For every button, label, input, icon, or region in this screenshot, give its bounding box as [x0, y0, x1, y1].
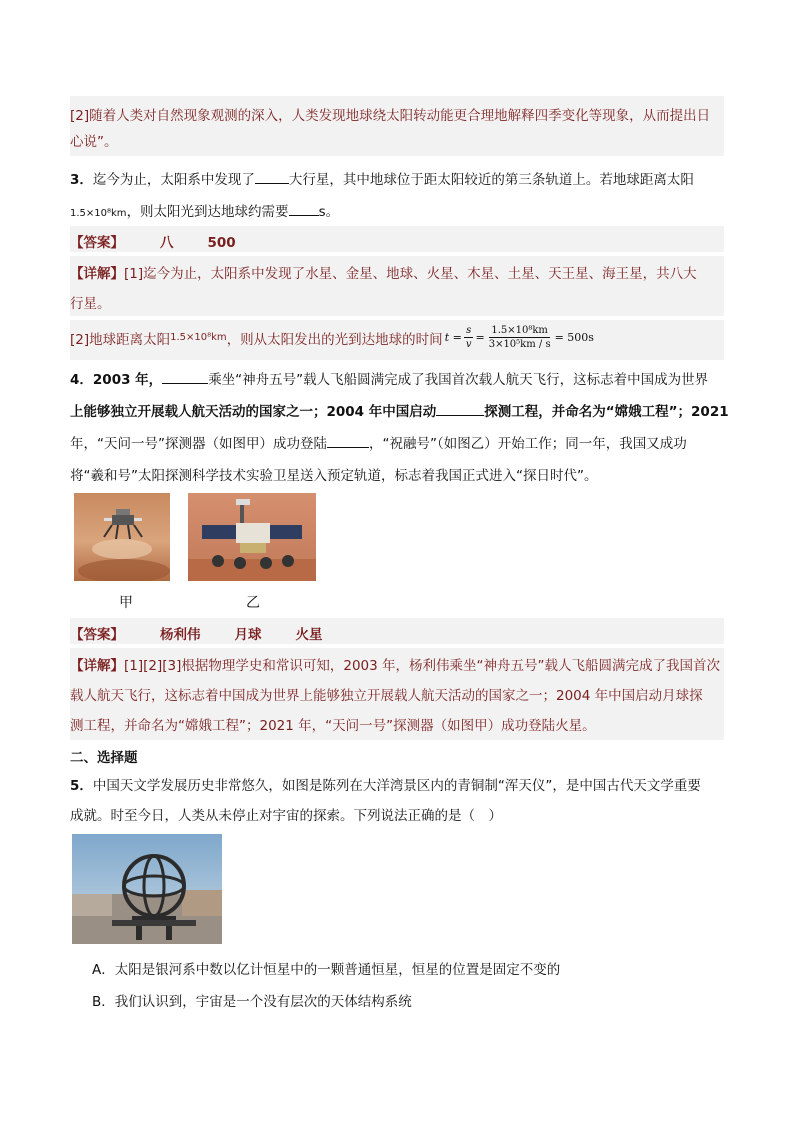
caption-jia: 甲	[119, 595, 133, 611]
q3-number: 3．	[70, 172, 93, 188]
q4-detail-line3: 测工程，并命名为“嫦娥工程”；2021 年，“天问一号”探测器（如图甲）成功登陆火星。	[70, 718, 596, 734]
q2-detail-line1: [2]随着人类对自然现象观测的深入，人类发现地球绕太阳转动能更合理地解释四季变化等现象，从而提出日	[70, 108, 711, 124]
q5-option-b[interactable]: B．我们认识到，宇宙是一个没有层次的天体结构系统	[92, 994, 412, 1010]
formula-equals: =	[475, 331, 485, 344]
q3-answer-line	[70, 231, 236, 251]
q4-line4: 将“羲和号”太阳探测科学技术实验卫星送入预定轨道，标志着我国正式进入“探日时代”。	[70, 468, 598, 484]
q3-line2	[70, 200, 339, 220]
answer-label: 【答案】	[70, 235, 124, 251]
q3-detail-line2: 行星。	[70, 296, 111, 312]
q4-answer-2: 月球	[234, 627, 262, 643]
formula-result: = 500s	[554, 331, 594, 344]
q2-detail-line2: 心说”。	[70, 134, 118, 150]
q4-blank-3[interactable]	[327, 433, 369, 448]
q2-detail-block	[70, 96, 724, 156]
q5-question	[70, 770, 724, 830]
section-title: 二、选择题	[70, 750, 138, 766]
q3-answer-2: 500	[207, 235, 236, 251]
q3-detail-block	[70, 256, 724, 316]
q4-text: 年，“天问一号”探测器（如图甲）成功登陆	[70, 436, 327, 452]
q4-text: ，“祝融号”（如图乙）开始工作；同一年，我国又成功	[369, 436, 687, 452]
detail-label: 【详解】	[70, 266, 124, 282]
formula-s: s	[466, 325, 472, 336]
q4-number: 4．	[70, 372, 93, 388]
q4-text: 乘坐“神舟五号”载人飞船圆满完成了我国首次载人航天飞行，这标志着中国成为世界	[208, 372, 709, 388]
q4-detail-block	[70, 648, 724, 740]
q5-text: 中国天文学发展历史非常悠久，如图是陈列在大洋湾景区内的青铜制“浑天仪”，是中国古代天文学重要	[92, 778, 701, 794]
formula-t: t =	[444, 331, 462, 344]
q5-option-a[interactable]: A．太阳是银河系中数以亿计恒星中的一颗普通恒星，恒星的位置是固定不变的	[92, 962, 561, 978]
q4-answer-block	[70, 618, 724, 644]
lander-image	[74, 493, 170, 581]
q4-answer-line	[70, 623, 323, 643]
q5-number: 5．	[70, 778, 93, 794]
formula-v: v	[465, 339, 472, 350]
q4-text: 2003 年，	[92, 372, 163, 388]
rover-image	[188, 493, 316, 581]
q4-line1	[70, 368, 708, 388]
q4-detail-line1	[70, 654, 720, 674]
q3-distance: 1.5×10⁸km	[170, 332, 227, 343]
detail-label: 【详解】	[70, 658, 124, 674]
q3-detail-text: [1]迄今为止，太阳系中发现了水星、金星、地球、火星、木星、土星、天王星、海王星，共八大	[124, 266, 697, 282]
q3-line1	[70, 168, 694, 188]
q4-text: 上能够独立开展载人航天活动的国家之一；2004 年中国启动	[70, 404, 437, 420]
q5-line1	[70, 774, 701, 794]
q3-detail-line3	[70, 324, 594, 351]
q3-text: 大行星，其中地球位于距太阳较近的第三条轨道上。若地球距离太阳	[288, 172, 694, 188]
q4-answer-1: 杨利伟	[160, 627, 201, 643]
q3-blank-1[interactable]	[255, 169, 289, 184]
formula-denominator: 3×10⁵km / s	[488, 339, 551, 350]
formula-numerator: 1.5×10⁸km	[491, 325, 548, 336]
q5-line2: 成就。时至今日，人类从未停止对宇宙的探索。下列说法正确的是（ ）	[70, 808, 502, 824]
q4-text: 探测工程，并命名为“嫦娥工程”；2021	[484, 404, 729, 420]
q3-blank-2[interactable]	[289, 201, 319, 216]
q4-line3	[70, 432, 687, 452]
q4-detail-line2: 载人航天飞行，这标志着中国成为世界上能够独立开展载人航天活动的国家之一；2004 年中国启动月球探	[70, 688, 703, 704]
q4-answer-3: 火星	[295, 627, 323, 643]
q3-unit: s。	[318, 204, 340, 220]
q3-question	[70, 164, 724, 224]
q3-answer-block	[70, 226, 724, 252]
q4-line2	[70, 400, 729, 420]
armillary-sphere-image	[72, 834, 222, 944]
q3-detail-text: ，则从太阳发出的光到达地球的时间	[226, 331, 443, 348]
q4-blank-1[interactable]	[162, 369, 208, 384]
formula-s-over-v	[464, 324, 474, 351]
q3-detail-text: [2]地球距离太阳	[70, 331, 171, 348]
answer-label: 【答案】	[70, 627, 124, 643]
q3-detail-formula-block	[70, 320, 724, 360]
q3-distance: 1.5×10⁸km	[70, 208, 127, 219]
q4-blank-2[interactable]	[436, 401, 484, 416]
q4-question	[70, 364, 729, 488]
q3-text: ，则太阳光到达地球约需要	[126, 204, 289, 220]
caption-yi: 乙	[246, 595, 260, 611]
q3-text: 迄今为止，太阳系中发现了	[92, 172, 255, 188]
q3-detail-line1	[70, 262, 697, 282]
formula-fraction	[487, 324, 553, 351]
q4-detail-text: [1][2][3]根据物理学史和常识可知，2003 年，杨利伟乘坐“神舟五号”载人飞船圆满完成了我国首次	[124, 658, 721, 674]
q3-answer-1: 八	[160, 235, 174, 251]
